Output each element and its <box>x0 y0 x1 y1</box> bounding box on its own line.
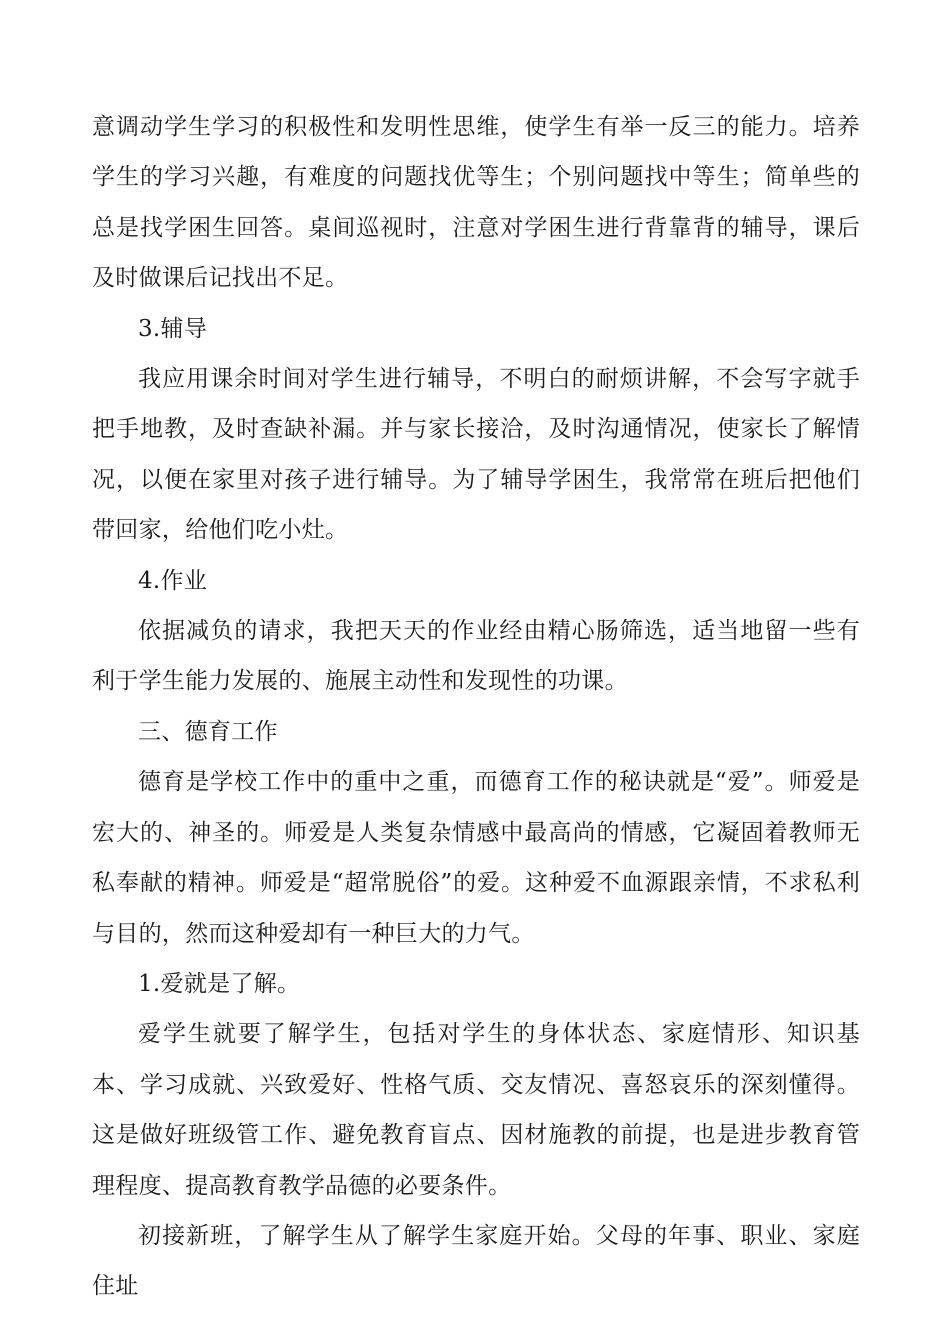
paragraph-continuation: 意调动学生学习的积极性和发明性思维，使学生有举一反三的能力。培养学生的学习兴趣，有难度的问题找优等生；个别问题找中等生；简单些的总是找学困生回答。桌间巡视时，注意对学困生进行背靠背的辅导，课后及时做课后记找出不足。 <box>92 114 860 292</box>
paragraph-new-class: 初接新班，了解学生从了解学生家庭开始。父母的年事、职业、家庭住址 <box>92 1222 860 1300</box>
paragraph-homework: 依据减负的请求，我把天天的作业经由精心肠筛选，适当地留一些有利于学生能力发展的、施展主动性和发现性的功课。 <box>92 618 860 695</box>
document-body <box>92 102 860 1312</box>
paragraph-understanding-students: 爱学生就要了解学生，包括对学生的身体状态、家庭情形、知识基本、学习成就、兴致爱好、性格气质、交友情况、喜怒哀乐的深刻懂得。这是做好班级管工作、避免教育盲点、因材施教的前提，也是进步教育管理程度、提高教育教学品德的必要条件。 <box>92 1021 860 1199</box>
paragraph-moral-education: 德育是学校工作中的重中之重，而德育工作的秘诀就是“爱”。师爱是宏大的、神圣的。师爱是人类复杂情感中最高尚的情感，它凝固着教师无私奉献的精神。师爱是“超常脱俗”的爱。这种爱不血源跟亲情，不求私利与目的，然而这种爱却有一种巨大的力气。 <box>92 769 860 947</box>
paragraph-tutoring: 我应用课余时间对学生进行辅导，不明白的耐烦讲解，不会写字就手把手地教，及时查缺补漏。并与家长接洽，及时沟通情况，使家长了解情况，以便在家里对孩子进行辅导。为了辅导学困生，我常常在班后把他们带回家，给他们吃小灶。 <box>92 366 860 544</box>
section-heading-tutoring: 3.辅导 <box>138 315 208 342</box>
section-heading-homework: 4.作业 <box>138 567 208 594</box>
section-heading-love-is-understanding: 1.爱就是了解。 <box>138 970 301 997</box>
section-heading-moral-education: 三、德育工作 <box>138 718 278 745</box>
